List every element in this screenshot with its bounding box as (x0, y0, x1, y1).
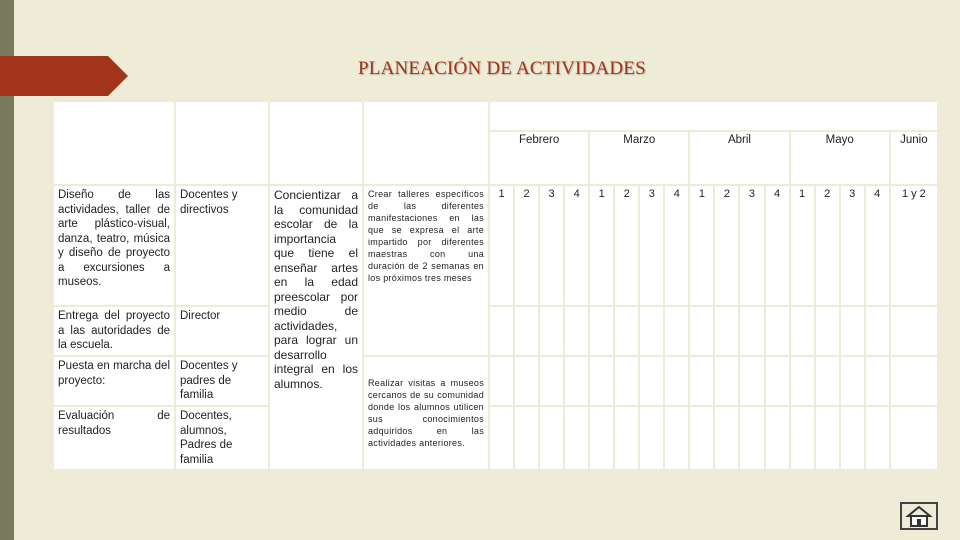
schedule-cell (866, 357, 889, 405)
schedule-cell (515, 357, 538, 405)
schedule-cell (891, 407, 937, 469)
month-marzo: Marzo (590, 132, 688, 184)
week-label: 1 (791, 186, 814, 305)
schedule-cell (866, 307, 889, 355)
schedule-cell (515, 307, 538, 355)
schedule-cell (665, 357, 688, 405)
schedule-cell (690, 357, 713, 405)
schedule-cell (590, 407, 613, 469)
schedule-cell (766, 357, 789, 405)
week-label: 1 (690, 186, 713, 305)
schedule-cell (891, 357, 937, 405)
schedule-cell (490, 307, 513, 355)
row-4-actividad: Evaluación de resultados (54, 407, 174, 469)
objetivo-general-cell: Concientizar a la comunidad escolar de la importancia que tiene el enseñar artes en la edad preescolar por medio de actividades, para lograr un desarrollo integral en los alumnos. (270, 186, 362, 469)
row-1-actividad: Diseño de las actividades, taller de arte plástico-visual, danza, teatro, música y diseño de proyecto a excursiones a museos. (54, 186, 174, 305)
schedule-cell (565, 307, 588, 355)
schedule-cell (791, 307, 814, 355)
header-tiempo: Tiempo (meses) (490, 102, 937, 130)
schedule-cell (615, 407, 638, 469)
schedule-cell (490, 357, 513, 405)
objetivo-especifico-2: Realizar visitas a museos cercanos de su comunidad donde los alumnos utilicen sus conocimientos adquiridos en las actividades anteriores. (364, 357, 488, 469)
table-row (54, 407, 937, 469)
week-label: 4 (565, 186, 588, 305)
schedule-cell (490, 407, 513, 469)
schedule-cell (740, 407, 763, 469)
schedule-cell (891, 307, 937, 355)
header-objetivo-general: Objetivo general (270, 102, 362, 184)
table-row (54, 357, 937, 405)
row-3-actividad: Puesta en marcha del proyecto: (54, 357, 174, 405)
header-responsable: Responsable (176, 102, 268, 184)
schedule-cell (665, 407, 688, 469)
schedule-cell (816, 357, 839, 405)
schedule-cell (715, 357, 738, 405)
week-label: 3 (740, 186, 763, 305)
header-row-1 (54, 102, 937, 130)
schedule-cell (590, 307, 613, 355)
week-label: 1 y 2 (891, 186, 937, 305)
schedule-cell (665, 307, 688, 355)
home-icon (902, 504, 936, 528)
week-label: 2 (515, 186, 538, 305)
week-label: 4 (866, 186, 889, 305)
home-button[interactable] (900, 502, 938, 530)
row-2-responsable: Director (176, 307, 268, 355)
row-1-responsable: Docentes y directivos (176, 186, 268, 305)
schedule-cell (540, 307, 563, 355)
schedule-cell (866, 407, 889, 469)
week-label: 4 (665, 186, 688, 305)
schedule-cell (791, 357, 814, 405)
schedule-cell (715, 307, 738, 355)
month-junio: Junio (891, 132, 937, 184)
schedule-cell (740, 357, 763, 405)
month-mayo: Mayo (791, 132, 889, 184)
schedule-cell (590, 357, 613, 405)
schedule-cell (841, 357, 864, 405)
week-label: 1 (590, 186, 613, 305)
row-4-responsable: Docentes, alumnos, Padres de familia (176, 407, 268, 469)
schedule-cell (640, 307, 663, 355)
schedule-cell (640, 407, 663, 469)
schedule-cell (690, 407, 713, 469)
month-abril: Abril (690, 132, 788, 184)
week-label: 2 (615, 186, 638, 305)
schedule-cell (615, 307, 638, 355)
schedule-cell (715, 407, 738, 469)
schedule-cell (690, 307, 713, 355)
week-label: 3 (540, 186, 563, 305)
schedule-cell (766, 407, 789, 469)
month-febrero: Febrero (490, 132, 588, 184)
activities-table (52, 100, 939, 471)
week-label: 3 (640, 186, 663, 305)
schedule-cell (640, 357, 663, 405)
week-label: 4 (766, 186, 789, 305)
header-actividad: Actividad (54, 102, 174, 184)
schedule-cell (816, 407, 839, 469)
table-row (54, 186, 937, 305)
week-label: 1 (490, 186, 513, 305)
schedule-cell (515, 407, 538, 469)
title-arrow-decoration (0, 56, 128, 96)
week-label: 2 (715, 186, 738, 305)
header-objetivos-especificos: Objetivos específicos (364, 102, 488, 184)
schedule-cell (841, 307, 864, 355)
schedule-cell (565, 407, 588, 469)
week-label: 3 (841, 186, 864, 305)
week-label: 2 (816, 186, 839, 305)
row-3-responsable: Docentes y padres de familia (176, 357, 268, 405)
row-2-actividad: Entrega del proyecto a las autoridades de la escuela. (54, 307, 174, 355)
schedule-cell (841, 407, 864, 469)
schedule-cell (540, 357, 563, 405)
schedule-cell (740, 307, 763, 355)
schedule-cell (766, 307, 789, 355)
objetivo-especifico-1: Crear talleres específicos de las diferentes manifestaciones en las que se expresa el arte impartido por diferentes maestras con una duración de 2 semanas en los próximos tres meses (364, 186, 488, 355)
schedule-cell (615, 357, 638, 405)
schedule-cell (565, 357, 588, 405)
table-row (54, 307, 937, 355)
schedule-cell (540, 407, 563, 469)
page-title: PLANEACIÓN DE ACTIVIDADES (358, 58, 646, 79)
schedule-cell (791, 407, 814, 469)
schedule-cell (816, 307, 839, 355)
